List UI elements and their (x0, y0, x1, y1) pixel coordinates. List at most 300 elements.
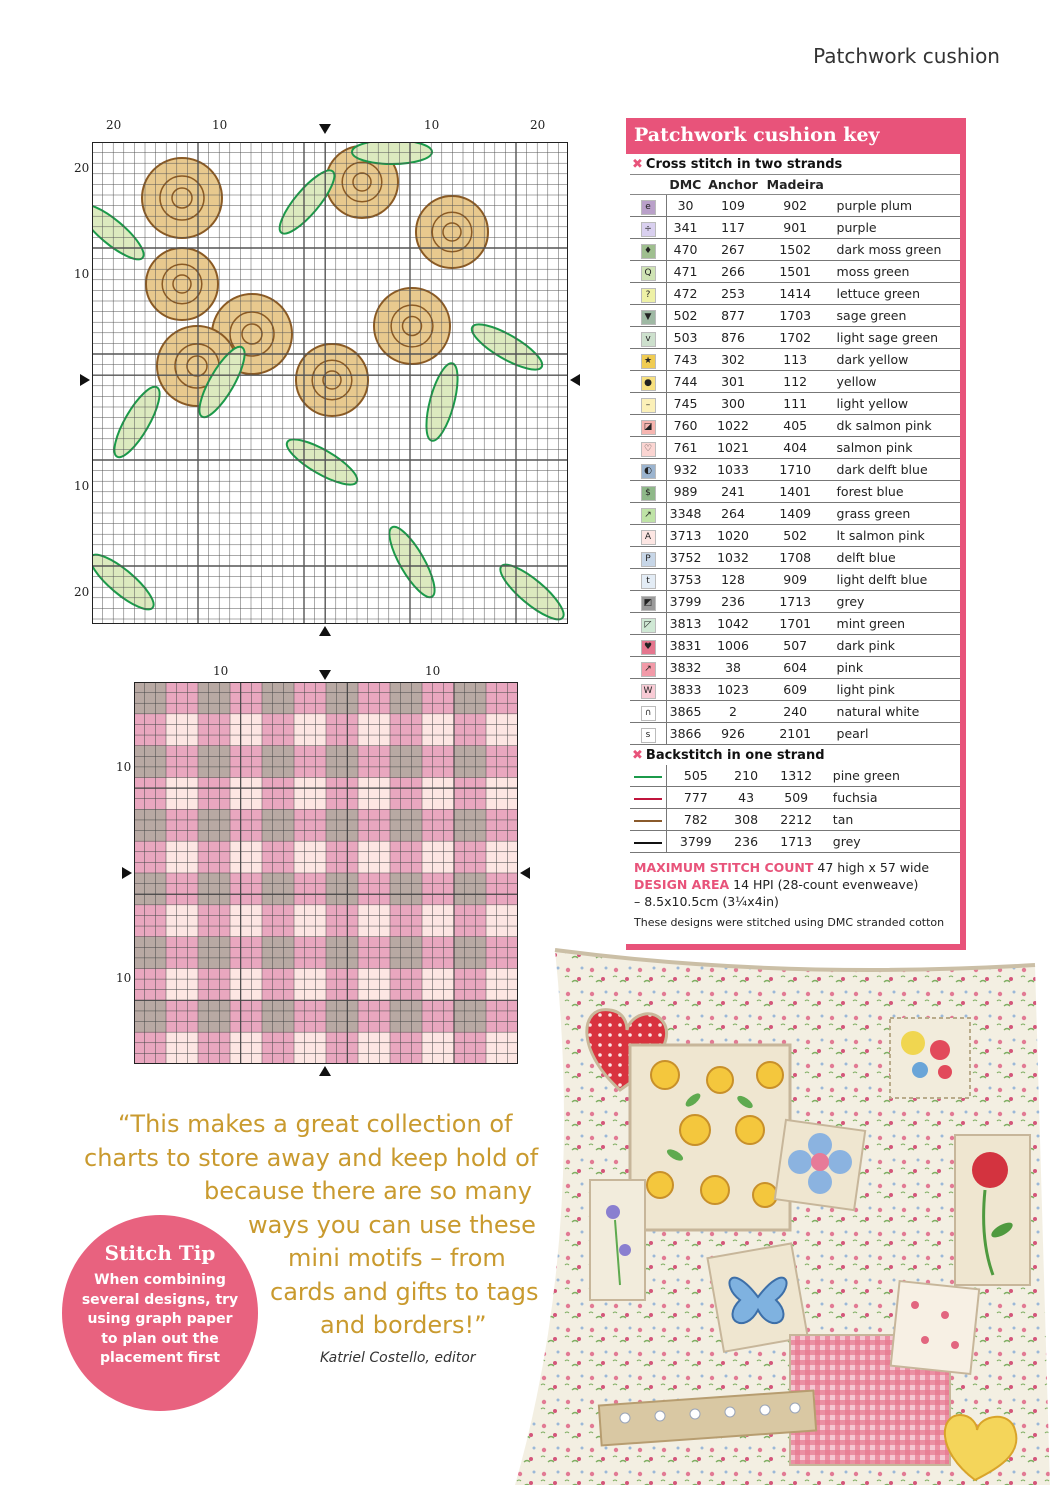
stitch-cell (262, 947, 273, 958)
stitch-cell (390, 969, 401, 980)
stitch-cell (486, 990, 497, 1001)
stitch-cell (422, 809, 433, 820)
thread-symbol: ↗ (641, 662, 656, 677)
stitch-cell (230, 1043, 241, 1054)
stitch-cell (379, 767, 390, 778)
stitch-cell (145, 841, 156, 852)
stitch-cell (422, 862, 433, 873)
stitch-cell (379, 841, 390, 852)
stitch-cell (475, 862, 486, 873)
stitch-cell (443, 724, 454, 735)
stitch-cell (241, 767, 252, 778)
stitch-cell (465, 778, 476, 789)
anchor-cell: 128 (704, 569, 762, 591)
stitch-cell (155, 1053, 166, 1064)
stitch-cell (401, 947, 412, 958)
stitch-cell (219, 979, 230, 990)
stitch-cell (497, 756, 508, 767)
stitch-cell (315, 884, 326, 895)
key-row (630, 809, 960, 831)
stitch-cell (390, 682, 401, 693)
symbol-cell (630, 349, 667, 371)
stitch-cell (283, 852, 294, 863)
stitch-cell (497, 990, 508, 1001)
stitch-cell (358, 958, 369, 969)
stitch-cell (433, 778, 444, 789)
thread-symbol: ? (641, 288, 656, 303)
stitch-cell (507, 735, 518, 746)
stitch-cell (273, 873, 284, 884)
stitch-cell (347, 990, 358, 1001)
stitch-cell (262, 862, 273, 873)
stitch-cell (411, 852, 422, 863)
stitch-cell (166, 682, 177, 693)
stitch-cell (411, 841, 422, 852)
stitch-cell (241, 682, 252, 693)
symbol-cell (630, 261, 667, 283)
stitch-cell (305, 905, 316, 916)
stitch-cell (411, 1022, 422, 1033)
quote-line: cards and gifts to tags (270, 1277, 539, 1306)
stitch-cell (166, 820, 177, 831)
stitch-cell (475, 947, 486, 958)
max-stitch-label: MAXIMUM STITCH COUNT (634, 860, 814, 875)
stitch-cell (177, 746, 188, 757)
stitch-cell (497, 1043, 508, 1054)
stitch-cell (433, 714, 444, 725)
stitch-cell (358, 767, 369, 778)
stitch-cell (315, 714, 326, 725)
stitch-cell (422, 703, 433, 714)
stitch-cell (262, 1000, 273, 1011)
stitch-cell (347, 799, 358, 810)
stitch-cell (305, 724, 316, 735)
stitch-cell (251, 1043, 262, 1054)
stitch-cell (219, 693, 230, 704)
stitch-cell (369, 1053, 380, 1064)
stitch-cell (390, 703, 401, 714)
stitch-cell (497, 1032, 508, 1043)
stitch-cell (305, 873, 316, 884)
stitch-cell (187, 947, 198, 958)
stitch-cell (187, 746, 198, 757)
stitch-cell (177, 926, 188, 937)
stitch-cell (326, 1000, 337, 1011)
stitch-cell (230, 1000, 241, 1011)
stitch-cell (379, 937, 390, 948)
stitch-cell (401, 1032, 412, 1043)
stitch-cell (230, 873, 241, 884)
madeira-cell: 240 (762, 701, 829, 723)
stitch-cell (433, 799, 444, 810)
stitch-cell (198, 799, 209, 810)
anchor-cell: 926 (704, 723, 762, 745)
stitch-cell (177, 990, 188, 1001)
stitch-cell (326, 894, 337, 905)
stitch-cell (262, 831, 273, 842)
stitch-cell (326, 958, 337, 969)
key-row (630, 261, 960, 283)
stitch-cell (262, 873, 273, 884)
stitch-cell (155, 788, 166, 799)
stitch-cell (337, 969, 348, 980)
stitch-cell (145, 1053, 156, 1064)
color-name-cell: moss green (829, 261, 960, 283)
stitch-cell (294, 1011, 305, 1022)
stitch-cell (379, 979, 390, 990)
stitch-cell (347, 873, 358, 884)
stitch-cell (475, 884, 486, 895)
stitch-cell (358, 969, 369, 980)
stitch-cell (379, 693, 390, 704)
stitch-cell (347, 820, 358, 831)
stitch-cell (390, 862, 401, 873)
stitch-cell (305, 809, 316, 820)
stitch-cell (241, 693, 252, 704)
color-name-cell: dark delft blue (829, 459, 960, 481)
stitch-cell (283, 894, 294, 905)
stitch-cell (379, 1032, 390, 1043)
stitch-cell (305, 884, 316, 895)
stitch-cell (326, 1043, 337, 1054)
stitch-cell (241, 820, 252, 831)
stitch-cell (166, 703, 177, 714)
stitch-cell (273, 820, 284, 831)
dmc-cell: 745 (667, 393, 705, 415)
stitch-cell (305, 831, 316, 842)
stitch-cell (294, 831, 305, 842)
stitch-cell (198, 969, 209, 980)
stitch-cell (209, 862, 220, 873)
stitch-cell (273, 1043, 284, 1054)
color-name-cell: dark moss green (829, 239, 960, 261)
thread-symbol: ↗ (641, 508, 656, 523)
stitch-cell (475, 1022, 486, 1033)
dmc-cell: 3713 (667, 525, 705, 547)
stitch-cell (379, 905, 390, 916)
stitch-cell (155, 799, 166, 810)
stitch-cell (219, 884, 230, 895)
stitch-cell (305, 788, 316, 799)
stitch-cell (422, 778, 433, 789)
stitch-cell (411, 756, 422, 767)
stitch-cell (326, 1053, 337, 1064)
stitch-cell (486, 1043, 497, 1054)
anchor-cell: 109 (704, 195, 762, 217)
stitch-cell (465, 894, 476, 905)
stitch-cell (443, 915, 454, 926)
stitch-cell (358, 703, 369, 714)
stitch-cell (305, 894, 316, 905)
stitch-cell (369, 820, 380, 831)
stitch-cell (134, 1043, 145, 1054)
thread-symbol: ◩ (641, 596, 656, 611)
stitch-cell (315, 979, 326, 990)
stitch-cell (475, 1053, 486, 1064)
stitch-cell (326, 820, 337, 831)
dmc-cell: 503 (667, 327, 705, 349)
stitch-cell (209, 820, 220, 831)
stitch-cell (486, 873, 497, 884)
stitch-cell (177, 682, 188, 693)
stitch-cell (507, 852, 518, 863)
stitch-cell (433, 852, 444, 863)
stitch-cell (166, 926, 177, 937)
stitch-cell (155, 693, 166, 704)
stitch-cell (145, 926, 156, 937)
stitch-cell (465, 1032, 476, 1043)
stitch-cell (198, 905, 209, 916)
stitch-cell (347, 714, 358, 725)
stitch-cell (209, 682, 220, 693)
stitch-cell (401, 820, 412, 831)
stitch-cell (187, 937, 198, 948)
stitch-cell (401, 756, 412, 767)
stitch-cell (251, 703, 262, 714)
stitch-cell (337, 1000, 348, 1011)
stitch-cell (358, 756, 369, 767)
color-name-cell: sage green (829, 305, 960, 327)
stitch-cell (209, 799, 220, 810)
stitch-cell (166, 1053, 177, 1064)
stitch-cell (315, 788, 326, 799)
stitch-cell (219, 746, 230, 757)
stitch-cell (145, 915, 156, 926)
stitch-cell (337, 788, 348, 799)
stitch-cell (166, 714, 177, 725)
stitch-cell (433, 809, 444, 820)
stitch-cell (219, 767, 230, 778)
stitch-cell (305, 735, 316, 746)
stitch-cell (390, 778, 401, 789)
stitch-cell (219, 735, 230, 746)
stitch-cell (230, 767, 241, 778)
stitch-cell (262, 1053, 273, 1064)
stitch-cell (475, 841, 486, 852)
stitch-cell (326, 735, 337, 746)
stitch-cell (411, 1043, 422, 1054)
madeira-cell: 1710 (762, 459, 829, 481)
dmc-cell: 30 (667, 195, 705, 217)
thread-symbol: ♡ (641, 442, 656, 457)
stitch-cell (379, 969, 390, 980)
stitch-cell (507, 724, 518, 735)
stitch-cell (369, 1032, 380, 1043)
symbol-cell (630, 787, 667, 809)
stitch-cell (315, 873, 326, 884)
stitch-cell (145, 862, 156, 873)
anchor-cell: 210 (725, 765, 768, 787)
stitch-cell (369, 926, 380, 937)
stitch-cell (273, 926, 284, 937)
stitch-cell (251, 767, 262, 778)
stitch-cell (230, 809, 241, 820)
stitch-cell (145, 894, 156, 905)
stitch-cell (475, 969, 486, 980)
stitch-cell (454, 778, 465, 789)
stitch-cell (507, 703, 518, 714)
stitch-cell (155, 703, 166, 714)
stitch-cell (251, 958, 262, 969)
stitch-cell (305, 746, 316, 757)
stitch-cell (433, 831, 444, 842)
stitch-cell (134, 926, 145, 937)
stitch-cell (358, 746, 369, 757)
stitch-cell (187, 767, 198, 778)
stitch-cell (262, 820, 273, 831)
stitch-cell (198, 873, 209, 884)
symbol-cell (630, 723, 667, 745)
stitch-cell (198, 703, 209, 714)
stitch-cell (465, 724, 476, 735)
thread-symbol: $ (641, 486, 656, 501)
stitch-cell (177, 841, 188, 852)
stitch-cell (198, 682, 209, 693)
stitch-cell (305, 714, 316, 725)
stitch-cell (411, 809, 422, 820)
stitch-cell (401, 714, 412, 725)
stitch-cell (294, 682, 305, 693)
dmc-cell: 743 (667, 349, 705, 371)
stitch-cell (294, 735, 305, 746)
stitch-cell (166, 1000, 177, 1011)
stitch-cell (166, 735, 177, 746)
symbol-cell (630, 547, 667, 569)
stitch-cell (443, 969, 454, 980)
stitch-cell (443, 831, 454, 842)
thread-symbol: ♦ (641, 244, 656, 259)
stitch-cell (422, 799, 433, 810)
stitch-cell (219, 894, 230, 905)
stitch-cell (422, 947, 433, 958)
stitch-cell (219, 862, 230, 873)
stitch-cell (433, 724, 444, 735)
stitch-cell (347, 682, 358, 693)
stitch-cell (507, 778, 518, 789)
stitch-cell (145, 947, 156, 958)
design-area-value: 14 HPI (28-count evenweave) (733, 877, 919, 892)
stitch-cell (379, 894, 390, 905)
stitch-cell (347, 809, 358, 820)
stitch-cell (326, 905, 337, 916)
stitch-cell (273, 767, 284, 778)
stitch-cell (433, 979, 444, 990)
stitch-cell (145, 852, 156, 863)
stitch-cell (187, 979, 198, 990)
stitch-cell (369, 937, 380, 948)
stitch-cell (411, 714, 422, 725)
stitch-cell (145, 990, 156, 1001)
stitch-cell (177, 788, 188, 799)
stitch-cell (390, 1011, 401, 1022)
stitch-cell (454, 915, 465, 926)
stitch-cell (145, 1011, 156, 1022)
quote-line: charts to store away and keep hold of (84, 1143, 539, 1172)
stitch-cell (358, 990, 369, 1001)
stitch-cell (283, 682, 294, 693)
stitch-cell (315, 915, 326, 926)
madeira-cell: 1501 (762, 261, 829, 283)
stitch-cell (475, 724, 486, 735)
stitch-cell (443, 746, 454, 757)
stitch-cell (411, 1000, 422, 1011)
stitch-cell (465, 926, 476, 937)
stitch-cell (209, 724, 220, 735)
dmc-cell: 989 (667, 481, 705, 503)
stitch-cell (507, 767, 518, 778)
stitch-cell (347, 1000, 358, 1011)
stitch-cell (134, 735, 145, 746)
dmc-cell: 3752 (667, 547, 705, 569)
key-row (630, 239, 960, 261)
stitch-cell (486, 915, 497, 926)
stitch-cell (315, 926, 326, 937)
stitch-cell (465, 979, 476, 990)
stitch-cell (209, 979, 220, 990)
stitch-cell (177, 947, 188, 958)
stitch-cell (305, 1000, 316, 1011)
left-tick: 20 (74, 161, 90, 175)
stitch-cell (283, 756, 294, 767)
stitch-cell (251, 915, 262, 926)
stitch-cell (230, 778, 241, 789)
stitch-cell (337, 979, 348, 990)
stitch-cell (155, 767, 166, 778)
stitch-cell (166, 799, 177, 810)
stitch-cell (369, 756, 380, 767)
stitch-cell (443, 873, 454, 884)
stitch-cell (454, 979, 465, 990)
stitch-cell (401, 778, 412, 789)
stitch-cell (347, 862, 358, 873)
stitch-cell (465, 1000, 476, 1011)
stitch-cell (497, 778, 508, 789)
stitch-cell (251, 756, 262, 767)
stitch-cell (177, 1032, 188, 1043)
stitch-cell (230, 1011, 241, 1022)
stitch-cell (166, 1022, 177, 1033)
stitch-cell (187, 915, 198, 926)
stitch-cell (454, 884, 465, 895)
stitch-cell (465, 735, 476, 746)
stitch-cell (251, 990, 262, 1001)
stitch-cell (251, 947, 262, 958)
stitch-cell (198, 831, 209, 842)
stitch-cell (230, 831, 241, 842)
stitch-cell (337, 841, 348, 852)
stitch-cell (166, 958, 177, 969)
stitch-cell (187, 852, 198, 863)
stitch-cell (411, 990, 422, 1001)
stitch-cell (251, 809, 262, 820)
stitch-cell (337, 746, 348, 757)
stitch-cell (166, 1032, 177, 1043)
stitch-cell (401, 979, 412, 990)
stitch-cell (241, 735, 252, 746)
col-anchor: Anchor (704, 175, 762, 195)
stitch-cell (305, 990, 316, 1001)
top-tick: 10 (424, 118, 440, 132)
stitch-cell (358, 778, 369, 789)
stitch-cell (315, 799, 326, 810)
stitch-cell (134, 809, 145, 820)
stitch-cell (177, 756, 188, 767)
anchor-cell: 38 (704, 657, 762, 679)
stitch-cell (475, 799, 486, 810)
stitch-cell (475, 852, 486, 863)
stitch-cell (347, 831, 358, 842)
stitch-cell (155, 958, 166, 969)
